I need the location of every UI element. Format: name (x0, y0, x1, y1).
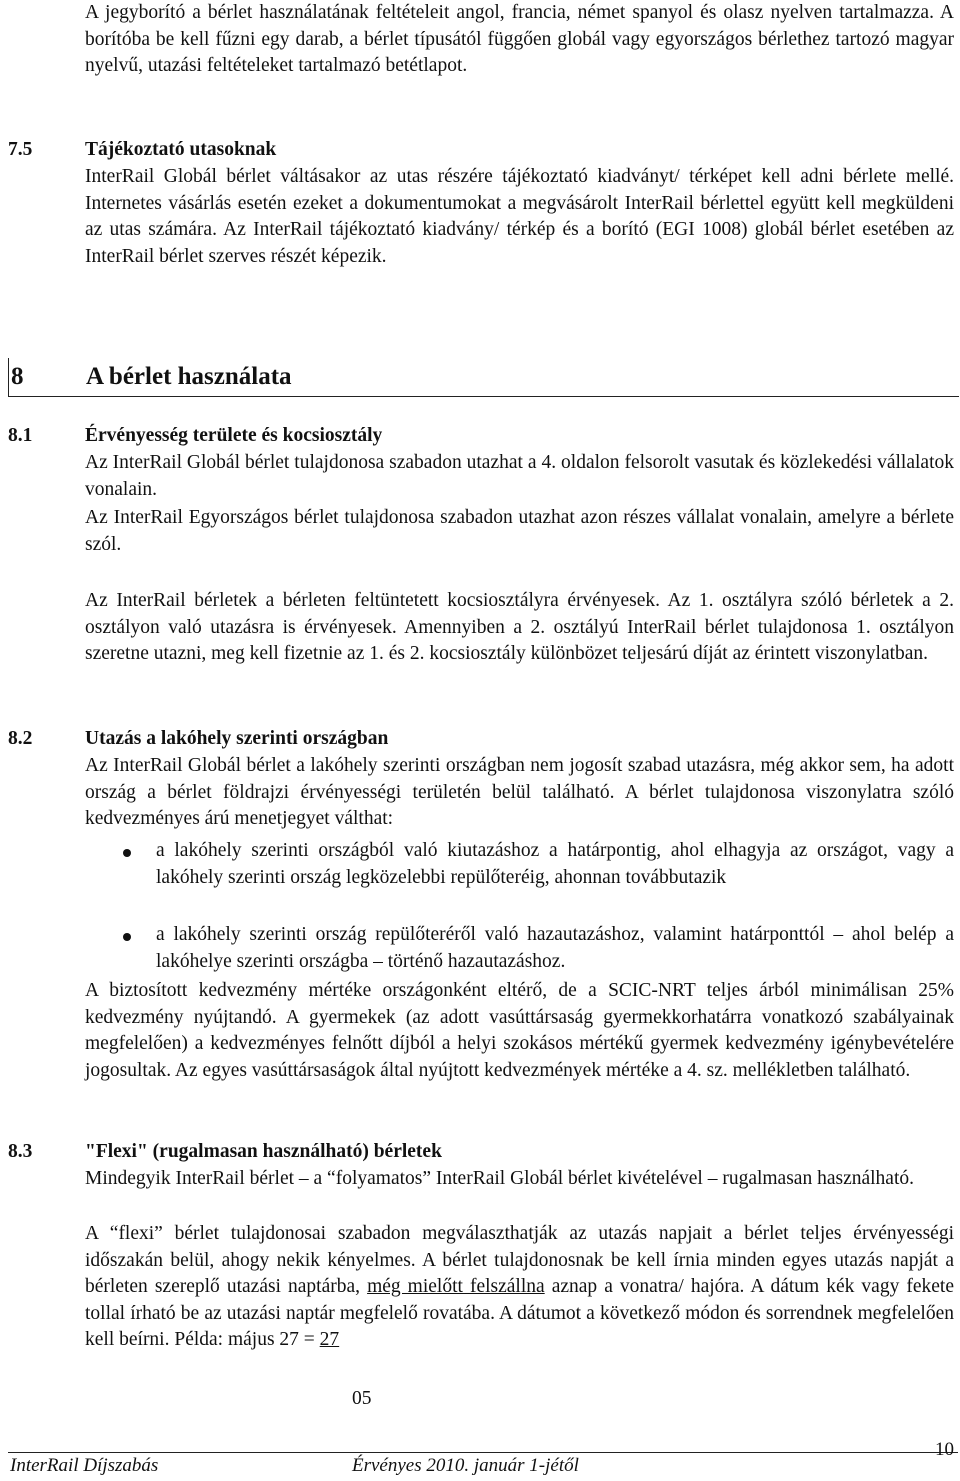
chapter-8-heading (8, 358, 959, 397)
section-7-5-body: InterRail Globál bérlet váltásakor az utas részére tájékoztató kiadványt/ térképet kell adni bérlete mellé. Internetes vásárlás esetén ezeket a dokumentumokat a megvásárolt InterRail bérlettel együtt kell megküldeni az utas számára. Az InterRail tájékoztató kiadvány/ térkép és a borító (EGI 1008) globál bérlet esetében az InterRail bérlet szerves részét képezik. (85, 166, 954, 267)
footer-left: InterRail Díjszabás (10, 1455, 159, 1476)
section-number: 8.1 (8, 425, 33, 446)
section-title: Tájékoztató utasoknak (85, 139, 277, 160)
section-8-1-paragraph-3: Az InterRail bérletek a bérleten feltüntetett kocsiosztályra érvényesek. Az 1. osztályra szóló bérletek a 2. osztályon való utazásra is érvényesek. Amennyiben a 2. osztályú InterRail bérlet tulajdonosa 1. osztályon szeretne utazni, meg kell fizetnie az 1. és 2. kocsiosztály különbözet teljesárú díját az érintett viszonylatban. (85, 590, 954, 664)
section-8-2-paragraph-1: Az InterRail Globál bérlet a lakóhely szerinti országban nem jogosít szabad utazásra, még akkor sem, ha adott ország a bérlet földrajzi érvényességi területén belül található. A bérlet tulajdonosa viszonylatra szóló kedvezményes árú menetjegyet válthat: (85, 755, 954, 829)
bullet-icon (123, 849, 131, 857)
section-8-1-paragraph-1: Az InterRail Globál bérlet tulajdonosa szabadon utazhat a 4. oldalon felsorolt vasutak és közlekedési vállalatok vonalain. (85, 452, 954, 500)
section-title: "Flexi" (rugalmasan használható) bérletek (85, 1141, 442, 1162)
list-item-text: a lakóhely szerinti országból való kiutazáshoz a határpontig, ahol elhagyja az országot, vagy a lakóhely szerinti ország legközelebbi repülőteréig, ahonnan továbbutazik (156, 840, 954, 888)
section-number: 8.3 (8, 1141, 33, 1162)
list-item-text: a lakóhely szerinti ország repülőteréről való hazautazáshoz, valamint határponttól – ahol belép a lakóhelye szerinti országba – történő hazautazáshoz. (156, 924, 954, 972)
section-title: Utazás a lakóhely szerinti országban (85, 728, 389, 749)
paragraph-text: A “flexi” bérlet tulajdonosai szabadon megválaszthatják az utazás napjait a bérlet teljes érvényességi időszakán belül, ahogy nekik kényelmes. A bérlet tulajdonosnak be kell írnia minden egyes utazás napját a bérleten szereplő utazási naptárba, (85, 1223, 954, 1297)
chapter-title: A bérlet használata (86, 363, 292, 390)
chapter-number: 8 (11, 363, 24, 390)
bullet-icon (123, 933, 131, 941)
footer-validity: Érvényes 2010. január 1-jétől (352, 1455, 579, 1476)
section-8-3-paragraph-2 (85, 1221, 954, 1354)
section-8-3-paragraph-1: Mindegyik InterRail bérlet – a “folyamatos” InterRail Globál bérlet kivételével – rugalmasan használható. (85, 1168, 914, 1189)
example-day: 27 (319, 1329, 340, 1350)
section-number: 7.5 (8, 139, 33, 160)
page-number: 10 (935, 1439, 954, 1460)
section-8-1-paragraph-2: Az InterRail Egyországos bérlet tulajdonosa szabadon utazhat azon részes vállalat vonalain, amelyre a bérlete szól. (85, 507, 954, 555)
section-title: Érvényesség területe és kocsiosztály (85, 425, 383, 446)
underlined-phrase: még mielőtt felszállna (367, 1276, 545, 1297)
section-number: 8.2 (8, 728, 33, 749)
paragraph-text: aznap a vonatra/ hajóra. A dátum kék vagy fekete tollal írható be az utazási naptár megfelelő rovatába. A dátumot a következő módon és sorrendnek megfelelően kell beírni. Példa: május 27 = (85, 1276, 954, 1350)
page-footer (8, 1439, 958, 1481)
section-8-2-paragraph-2: A biztosított kedvezmény mértéke országonként eltérő, de a SCIC-NRT teljes árból minimálisan 25% kedvezmény nyújtandó. A gyermekek (az adott vasúttársaság gyermekkorhatárra vonatkozó szabályainak megfelelően) a kedvezményes felnőtt díjból a helyi szokásos mértékű gyermek kedvezmény igénybevételére jogosultak. Az egyes vasúttársaságok által nyújtott kedvezmények mértéke a 4. sz. mellékletben található. (85, 980, 954, 1081)
intro-paragraph: A jegyborító a bérlet használatának feltételeit angol, francia, német spanyol és olasz nyelven tartalmazza. A borítóba be kell fűzni egy darab, a bérlet típusától függően globál vagy egyországos bérlethez tartozó magyar nyelvű, utazási feltételeket tartalmazó betétlapot. (85, 2, 954, 76)
example-month: 05 (352, 1388, 372, 1409)
